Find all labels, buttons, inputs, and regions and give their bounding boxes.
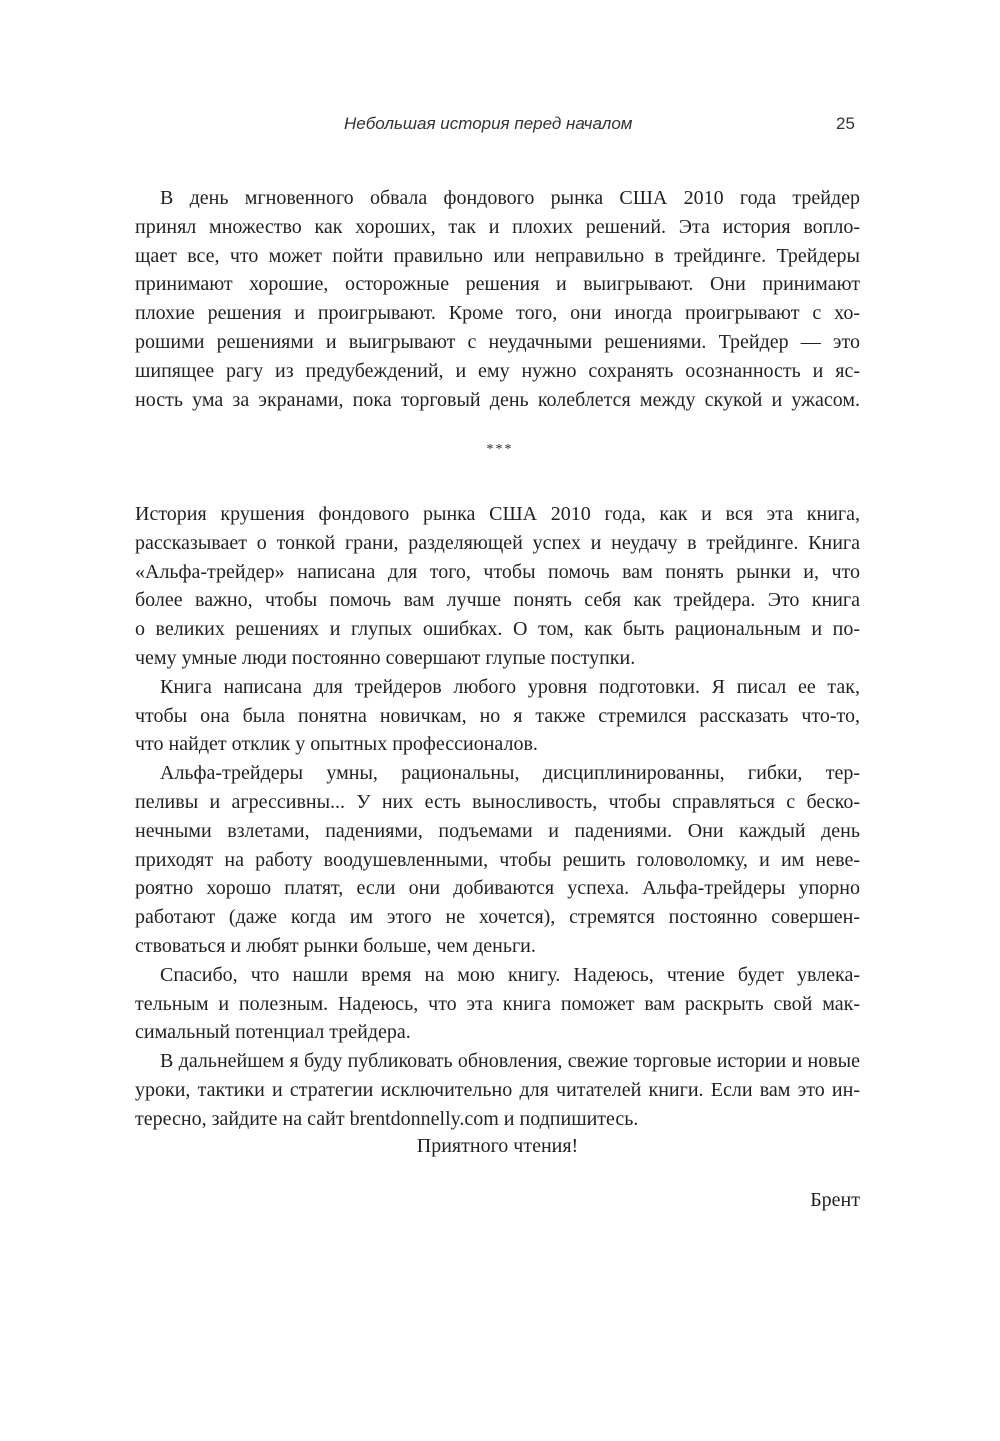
- text-line: рассказывает о тонкой грани, разделяющей успех и неудачу в трейдинге. Книга: [135, 531, 860, 554]
- page-number: 25: [836, 114, 855, 133]
- paragraph: [135, 673, 860, 759]
- running-header-title: Небольшая история перед началом: [344, 114, 633, 133]
- text-line: Спасибо, что нашли время на мою книгу. Надеюсь, чтение будет увлека-: [160, 963, 860, 986]
- paragraph: [135, 500, 860, 673]
- text-line: работают (даже когда им этого не хочется), стремятся постоянно совершен-: [135, 906, 860, 929]
- intro-section: [135, 184, 860, 414]
- text-line: Альфа-трейдеры умны, рациональны, дисциплинированны, гибки, тер-: [160, 762, 860, 785]
- text-line: нечными взлетами, падениями, подъемами и падениями. Они каждый день: [135, 819, 860, 842]
- text-line: История крушения фондового рынка США 2010 года, как и вся эта книга,: [135, 503, 860, 525]
- closing-section: [135, 1132, 860, 1215]
- closing-line: Приятного чтения!: [416, 1135, 579, 1157]
- text-line: плохие решения и проигрывают. Кроме того, они иногда проигрывают с хо-: [135, 302, 860, 325]
- text-line: о великих решениях и глупых ошибках. О том, как быть рациональным и по-: [135, 618, 860, 641]
- text-line: В дальнейшем я буду публиковать обновления, свежие торговые истории и новые: [160, 1050, 860, 1073]
- text-line: пеливы и агрессивны... У них есть выносливость, чтобы справляться с беско-: [135, 790, 860, 813]
- paragraph: [135, 759, 860, 961]
- text-line: принимают хорошие, осторожные решения и выигрывают. Они принимают: [135, 273, 860, 296]
- text-line: рошими решениями и выигрывают с неудачными решениями. Трейдер — это: [135, 330, 860, 353]
- text-line: чтобы она была понятна новичкам, но я также стремился рассказать что-то,: [135, 704, 860, 727]
- text-line: уроки, тактики и стратегии исключительно для читателей книги. Если вам это ин-: [135, 1078, 860, 1101]
- text-line: Книга написана для трейдеров любого уровня подготовки. Я писал ее так,: [160, 675, 860, 698]
- text-line: щает все, что может пойти правильно или неправильно в трейдинге. Трейдеры: [135, 244, 860, 267]
- text-line: принял множество как хороших, так и плохих решений. Эта история вопло-: [135, 215, 860, 238]
- paragraph: [135, 961, 860, 1047]
- text-line: что найдет отклик у опытных профессионалов.: [135, 733, 538, 756]
- text-line: роятно хорошо платят, если они добиваются успеха. Альфа-трейдеры упорно: [135, 877, 860, 900]
- paragraph: [135, 1047, 860, 1133]
- text-line: чему умные люди постоянно совершают глупые поступки.: [135, 646, 636, 669]
- text-line: ствоваться и любят рынки больше, чем деньги.: [135, 934, 536, 957]
- section-separator: ***: [486, 442, 514, 457]
- paragraph: [135, 184, 860, 414]
- text-line: тельным и полезным. Надеюсь, что эта книга поможет вам раскрыть свой мак-: [135, 992, 860, 1015]
- text-line: шипящее рагу из предубеждений, и ему нужно сохранять осознанность и яс-: [135, 359, 860, 382]
- body-section: [135, 500, 860, 1134]
- text-line: тересно, зайдите на сайт brentdonnelly.com и подпишитесь.: [135, 1107, 639, 1130]
- text-line: приходят на работу воодушевленными, чтобы решить головоломку, и им неве-: [135, 848, 860, 871]
- text-line: ность ума за экранами, пока торговый день колеблется между скукой и ужасом.: [135, 388, 860, 411]
- text-line: В день мгновенного обвала фондового рынка США 2010 года трейдер: [160, 187, 860, 209]
- text-line: симальный потенциал трейдера.: [135, 1021, 411, 1044]
- text-line: более важно, чтобы помочь вам лучше понять себя как трейдера. Это книга: [135, 589, 860, 612]
- text-line: «Альфа-трейдер» написана для того, чтобы помочь вам понять рынки и, что: [135, 560, 860, 583]
- signature: Брент: [810, 1188, 860, 1211]
